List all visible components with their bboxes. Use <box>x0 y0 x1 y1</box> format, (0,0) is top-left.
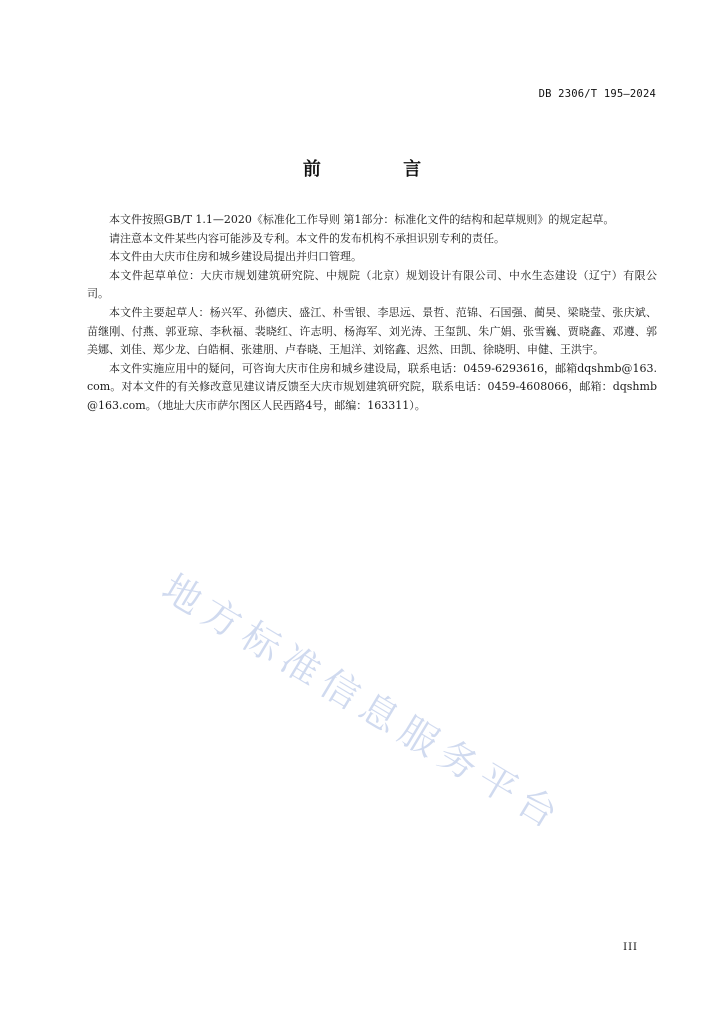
standard-code: DB 2306/T 195—2024 <box>538 88 656 100</box>
page-title: 前 言 <box>302 159 460 180</box>
watermark: 地方标准信息服务平台 <box>154 565 572 841</box>
paragraph-contact: 本文件实施应用中的疑问，可咨询大庆市住房和城乡建设局，联系电话：0459-6293616，邮箱dqshmb@163.com。对本文件的有关修改意见建议请反馈至大庆市规划建筑研究院，联系电话：0459-4608066，邮箱：dqshmb@163.com。（地址大庆市萨尔图区人民西路4号，邮编：163311）。 <box>87 361 657 412</box>
page-number: III <box>623 942 638 953</box>
foreword-body <box>87 211 657 416</box>
paragraph-patent-notice: 请注意本文件某些内容可能涉及专利。本文件的发布机构不承担识别专利的责任。 <box>109 231 505 245</box>
paragraph-drafting-units: 本文件起草单位：大庆市规划建筑研究院、中规院（北京）规划设计有限公司、中水生态建设（辽宁）有限公司。 <box>87 268 657 301</box>
paragraph-proposer: 本文件由大庆市住房和城乡建设局提出并归口管理。 <box>109 250 362 264</box>
paragraph-drafters: 本文件主要起草人：杨兴军、孙德庆、盛江、朴雪银、李思远、景哲、范锦、石国强、蔺昊、梁晓莹、张庆斌、苗继刚、付燕、郭亚琼、李秋福、裴晓红、许志明、杨海军、刘光涛、王玺凯、朱广娟、张雪巍、贾晓鑫、邓遵、郭美娜、刘佳、郑少龙、白皓桐、张建朋、卢春晓、王旭洋、刘铭鑫、迟然、田凯、徐晓明、申健、王洪宇。 <box>87 305 657 357</box>
paragraph-drafting-rules: 本文件按照GB/T 1.1—2020《标准化工作导则 第1部分：标准化文件的结构和起草规则》的规定起草。 <box>109 213 615 226</box>
